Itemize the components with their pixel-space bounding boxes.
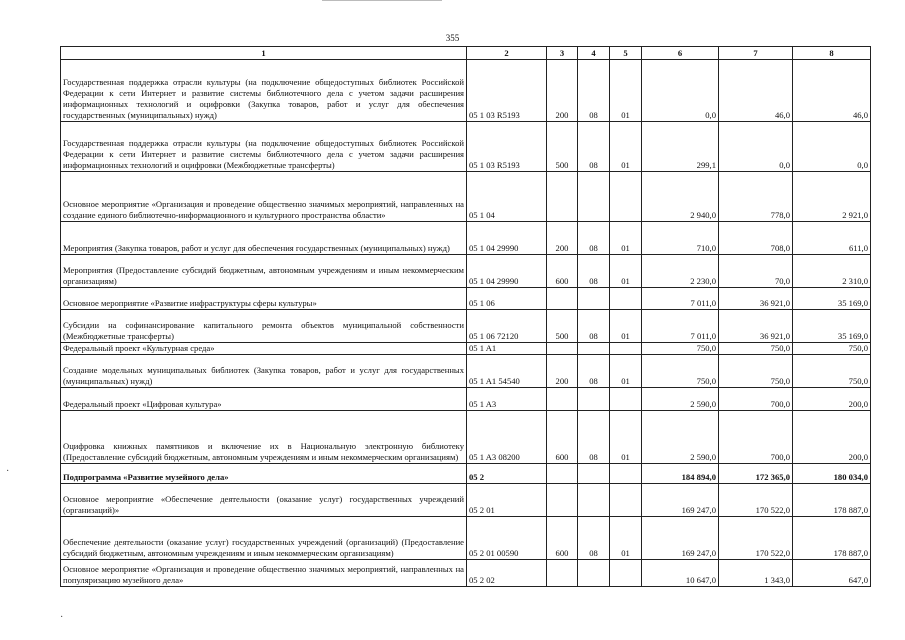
row-value-2021: 200,0 [793,388,871,411]
row-col4: 08 [578,355,610,388]
row-col4: 08 [578,255,610,288]
row-value-2020: 700,0 [719,411,793,464]
row-value-2021: 200,0 [793,411,871,464]
row-col3: 200 [547,355,578,388]
row-value-2021: 750,0 [793,343,871,355]
row-value-2019: 169 247,0 [642,517,719,560]
row-description: Основное мероприятие «Развитие инфраструктуры сферы культуры» [61,288,467,310]
row-code: 05 1 04 [467,172,547,222]
row-value-2020: 170 522,0 [719,484,793,517]
row-code: 05 1 03 R5193 [467,122,547,172]
row-value-2019: 2 230,0 [642,255,719,288]
row-value-2020: 46,0 [719,60,793,122]
row-code: 05 1 03 R5193 [467,60,547,122]
row-code: 05 1 A3 08200 [467,411,547,464]
row-col4 [578,484,610,517]
row-value-2019: 2 590,0 [642,411,719,464]
row-col4: 08 [578,222,610,255]
row-col4 [578,560,610,587]
table-header-row [61,47,871,60]
row-col5 [610,343,642,355]
row-code: 05 1 04 29990 [467,222,547,255]
row-value-2020: 778,0 [719,172,793,222]
row-code: 05 1 A1 54540 [467,355,547,388]
row-code: 05 2 01 00590 [467,517,547,560]
header-cell: 7 [719,47,793,60]
row-description: Федеральный проект «Культурная среда» [61,343,467,355]
row-value-2019: 10 647,0 [642,560,719,587]
row-description: Основное мероприятие «Организация и проведение общественно значимых мероприятий, направленных на создание единого библиотечно-информационного и культурного пространства области» [61,172,467,222]
row-value-2021: 178 887,0 [793,484,871,517]
table-row [61,355,871,388]
row-value-2019: 750,0 [642,355,719,388]
row-value-2021: 611,0 [793,222,871,255]
row-description: Государственная поддержка отрасли культуры (на подключение общедоступных библиотек Российской Федерации к сети Интернет и развитие системы библиотечного дела с учетом задачи расширения информационных технологий и оцифровки (Закупка товаров, работ и услуг для обеспечения государственных (муниципальных) нужд) [61,60,467,122]
row-value-2019: 184 894,0 [642,464,719,484]
row-col5: 01 [610,222,642,255]
row-description: Оцифровка книжных памятников и включение их в Национальную электронную библиотеку (Предоставление субсидий бюджетным, автономным учреждениям и иным некоммерческим организациям) [61,411,467,464]
row-value-2020: 0,0 [719,122,793,172]
table-body [61,60,871,587]
table-row [61,343,871,355]
table-row [61,517,871,560]
budget-table [60,46,871,587]
row-col3: 200 [547,60,578,122]
row-col4: 08 [578,411,610,464]
row-col4: 08 [578,60,610,122]
row-value-2019: 7 011,0 [642,288,719,310]
row-description: Государственная поддержка отрасли культуры (на подключение общедоступных библиотек Российской Федерации к сети Интернет и развитие системы библиотечного дела с учетом задачи расширения информационных технологий и оцифровки (Межбюджетные трансферты) [61,122,467,172]
row-value-2021: 0,0 [793,122,871,172]
row-description: Обеспечение деятельности (оказание услуг) государственных учреждений (организаций) (Предоставление субсидий бюджетным, автономным учреждениям и иным некоммерческим организациям) [61,517,467,560]
row-col5 [610,172,642,222]
row-description: Мероприятия (Предоставление субсидий бюджетным, автономным учреждениям и иным некоммерческим организациям) [61,255,467,288]
row-col5: 01 [610,355,642,388]
scan-top-marks [322,0,442,4]
row-code: 05 2 02 [467,560,547,587]
row-value-2019: 299,1 [642,122,719,172]
table-row [61,310,871,343]
row-value-2020: 70,0 [719,255,793,288]
row-description: Субсидии на софинансирование капитального ремонта объектов муниципальной собственности (Межбюджетные трансферты) [61,310,467,343]
row-value-2021: 178 887,0 [793,517,871,560]
row-value-2021: 2 310,0 [793,255,871,288]
header-cell: 6 [642,47,719,60]
row-col5 [610,464,642,484]
row-col3: 500 [547,122,578,172]
row-value-2021: 647,0 [793,560,871,587]
page-number: 355 [445,33,460,43]
header-cell: 5 [610,47,642,60]
row-value-2020: 700,0 [719,388,793,411]
row-col3 [547,172,578,222]
row-col4 [578,388,610,411]
row-col3 [547,484,578,517]
row-description: Основное мероприятие «Обеспечение деятельности (оказание услуг) государственных учреждений (организаций)» [61,484,467,517]
row-col3: 600 [547,517,578,560]
scan-dot: · [60,612,64,623]
table-row [61,560,871,587]
row-value-2020: 36 921,0 [719,288,793,310]
row-col3 [547,343,578,355]
row-col5: 01 [610,255,642,288]
row-value-2019: 169 247,0 [642,484,719,517]
row-col5: 01 [610,310,642,343]
row-value-2020: 36 921,0 [719,310,793,343]
row-value-2020: 708,0 [719,222,793,255]
header-cell: 8 [793,47,871,60]
table-row [61,122,871,172]
header-cell: 3 [547,47,578,60]
row-col4: 08 [578,310,610,343]
row-value-2021: 180 034,0 [793,464,871,484]
row-value-2020: 172 365,0 [719,464,793,484]
row-value-2019: 0,0 [642,60,719,122]
row-value-2019: 750,0 [642,343,719,355]
header-cell: 4 [578,47,610,60]
table-row [61,484,871,517]
row-value-2021: 2 921,0 [793,172,871,222]
table-row [61,60,871,122]
row-col5 [610,560,642,587]
row-code: 05 1 06 [467,288,547,310]
row-description: Подпрограмма «Развитие музейного дела» [61,464,467,484]
row-col3 [547,288,578,310]
row-value-2020: 750,0 [719,343,793,355]
header-cell: 2 [467,47,547,60]
row-col3: 600 [547,255,578,288]
row-col4: 08 [578,517,610,560]
row-description: Мероприятия (Закупка товаров, работ и услуг для обеспечения государственных (муниципальных) нужд) [61,222,467,255]
table-row [61,388,871,411]
row-col3: 500 [547,310,578,343]
row-col4 [578,288,610,310]
row-col5 [610,288,642,310]
row-description: Основное мероприятие «Организация и проведение общественно значимых мероприятий, направленных на популяризацию музейного дела» [61,560,467,587]
row-col4 [578,172,610,222]
row-value-2020: 170 522,0 [719,517,793,560]
row-value-2020: 750,0 [719,355,793,388]
table-row [61,172,871,222]
row-col5 [610,484,642,517]
row-col3: 200 [547,222,578,255]
row-code: 05 1 A1 [467,343,547,355]
table-row [61,411,871,464]
table-row [61,255,871,288]
row-col5: 01 [610,411,642,464]
table-row [61,288,871,310]
row-col3: 600 [547,411,578,464]
row-value-2021: 35 169,0 [793,288,871,310]
row-col5: 01 [610,60,642,122]
row-col3 [547,560,578,587]
row-value-2019: 2 940,0 [642,172,719,222]
row-code: 05 2 [467,464,547,484]
row-code: 05 2 01 [467,484,547,517]
table-row [61,464,871,484]
row-code: 05 1 04 29990 [467,255,547,288]
row-value-2019: 710,0 [642,222,719,255]
row-col5 [610,388,642,411]
row-col5: 01 [610,517,642,560]
row-description: Федеральный проект «Цифровая культура» [61,388,467,411]
row-col4 [578,343,610,355]
row-col4 [578,464,610,484]
table-row [61,222,871,255]
row-col3 [547,388,578,411]
scan-dot: · [6,466,10,477]
row-value-2019: 2 590,0 [642,388,719,411]
row-col4: 08 [578,122,610,172]
row-value-2021: 750,0 [793,355,871,388]
row-value-2021: 35 169,0 [793,310,871,343]
row-code: 05 1 06 72120 [467,310,547,343]
row-value-2019: 7 011,0 [642,310,719,343]
row-col5: 01 [610,122,642,172]
header-cell: 1 [61,47,467,60]
row-value-2021: 46,0 [793,60,871,122]
row-code: 05 1 A3 [467,388,547,411]
row-value-2020: 1 343,0 [719,560,793,587]
row-description: Создание модельных муниципальных библиотек (Закупка товаров, работ и услуг для государственных (муниципальных) нужд) [61,355,467,388]
row-col3 [547,464,578,484]
